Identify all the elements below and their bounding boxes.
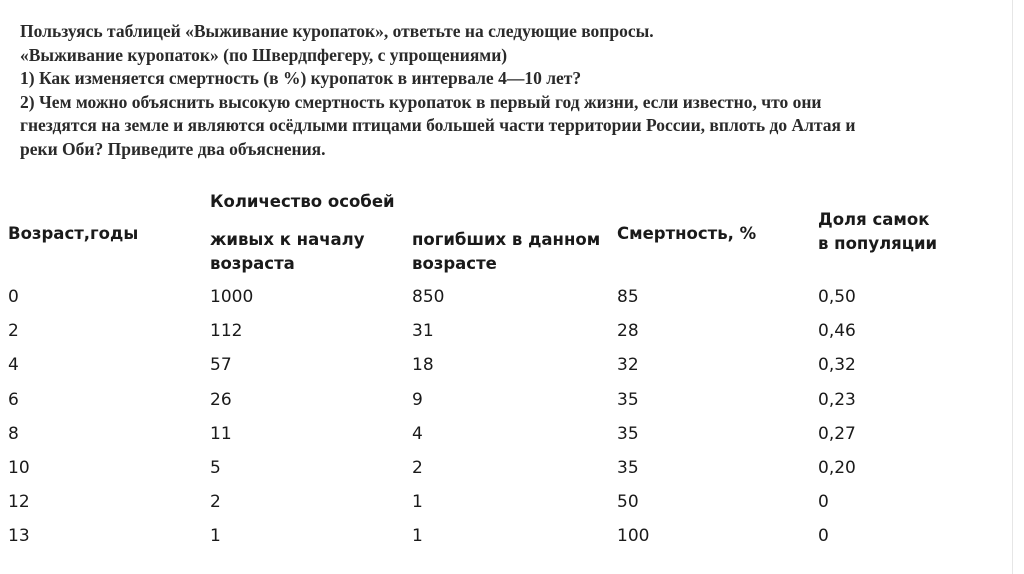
group-header-count: Количество особей [210, 192, 395, 211]
question-line: 1) Как изменяется смертность (в %) куропаток в интервале 4—10 лет? [20, 68, 582, 88]
cell-mortality: 100 [617, 526, 650, 546]
cell-alive: 11 [210, 424, 232, 444]
header-age: Возраст,годы [8, 224, 139, 243]
cell-female-share: 0,50 [818, 287, 856, 307]
question-line: гнездятся на земле и являются осёдлыми птицами большей части территории России, вплоть до Алтая и [20, 115, 856, 135]
header-mortality: Смертность, % [617, 224, 757, 243]
cell-dead: 9 [412, 390, 423, 410]
cell-age: 6 [8, 390, 19, 410]
cell-dead: 18 [412, 355, 434, 375]
cell-dead: 31 [412, 321, 434, 341]
cell-age: 10 [8, 458, 30, 478]
cell-alive: 1 [210, 526, 221, 546]
header-females [818, 208, 937, 256]
cell-female-share: 0,32 [818, 355, 856, 375]
cell-dead: 850 [412, 287, 445, 307]
cell-mortality: 50 [617, 492, 639, 512]
header-alive [210, 228, 365, 276]
cell-age: 2 [8, 321, 19, 341]
header-dead-line2: возрасте [412, 254, 497, 273]
cell-age: 13 [8, 526, 30, 546]
cell-dead: 1 [412, 492, 423, 512]
header-dead [412, 228, 600, 276]
cell-mortality: 35 [617, 424, 639, 444]
question-line: «Выживание куропаток» (по Швердпфегеру, с упрощениями) [20, 44, 508, 65]
cell-alive: 2 [210, 492, 221, 512]
header-dead-line1: погибших в данном [412, 230, 601, 249]
cell-age: 0 [8, 287, 19, 307]
cell-dead: 2 [412, 458, 423, 478]
question-line: реки Оби? Приведите два объяснения. [20, 138, 326, 159]
cell-female-share: 0,20 [818, 458, 856, 478]
cell-alive: 26 [210, 390, 232, 410]
cell-female-share: 0 [818, 526, 829, 546]
cell-dead: 4 [412, 424, 423, 444]
cell-mortality: 85 [617, 287, 639, 307]
cell-age: 12 [8, 492, 30, 512]
cell-female-share: 0,23 [818, 390, 856, 410]
question-line: Пользуясь таблицей «Выживание куропаток», ответьте на следующие вопросы. [20, 21, 654, 41]
question-line: 2) Чем можно объяснить высокую смертность куропаток в первый год жизни, если известно, что они [20, 91, 822, 112]
cell-mortality: 35 [617, 458, 639, 478]
cell-alive: 1000 [210, 287, 254, 307]
header-females-line1: Доля самок [818, 210, 930, 229]
cell-alive: 112 [210, 321, 243, 341]
header-alive-line2: возраста [210, 254, 295, 273]
cell-alive: 5 [210, 458, 221, 478]
cell-mortality: 28 [617, 321, 639, 341]
cell-age: 8 [8, 424, 19, 444]
cell-dead: 1 [412, 526, 423, 546]
cell-female-share: 0,46 [818, 321, 856, 341]
cell-female-share: 0,27 [818, 424, 856, 444]
cell-mortality: 32 [617, 355, 639, 375]
header-alive-line1: живых к началу [210, 230, 365, 249]
cell-alive: 57 [210, 355, 232, 375]
cell-female-share: 0 [818, 492, 829, 512]
cell-age: 4 [8, 355, 19, 375]
header-females-line2: в популяции [818, 234, 938, 253]
cell-mortality: 35 [617, 390, 639, 410]
